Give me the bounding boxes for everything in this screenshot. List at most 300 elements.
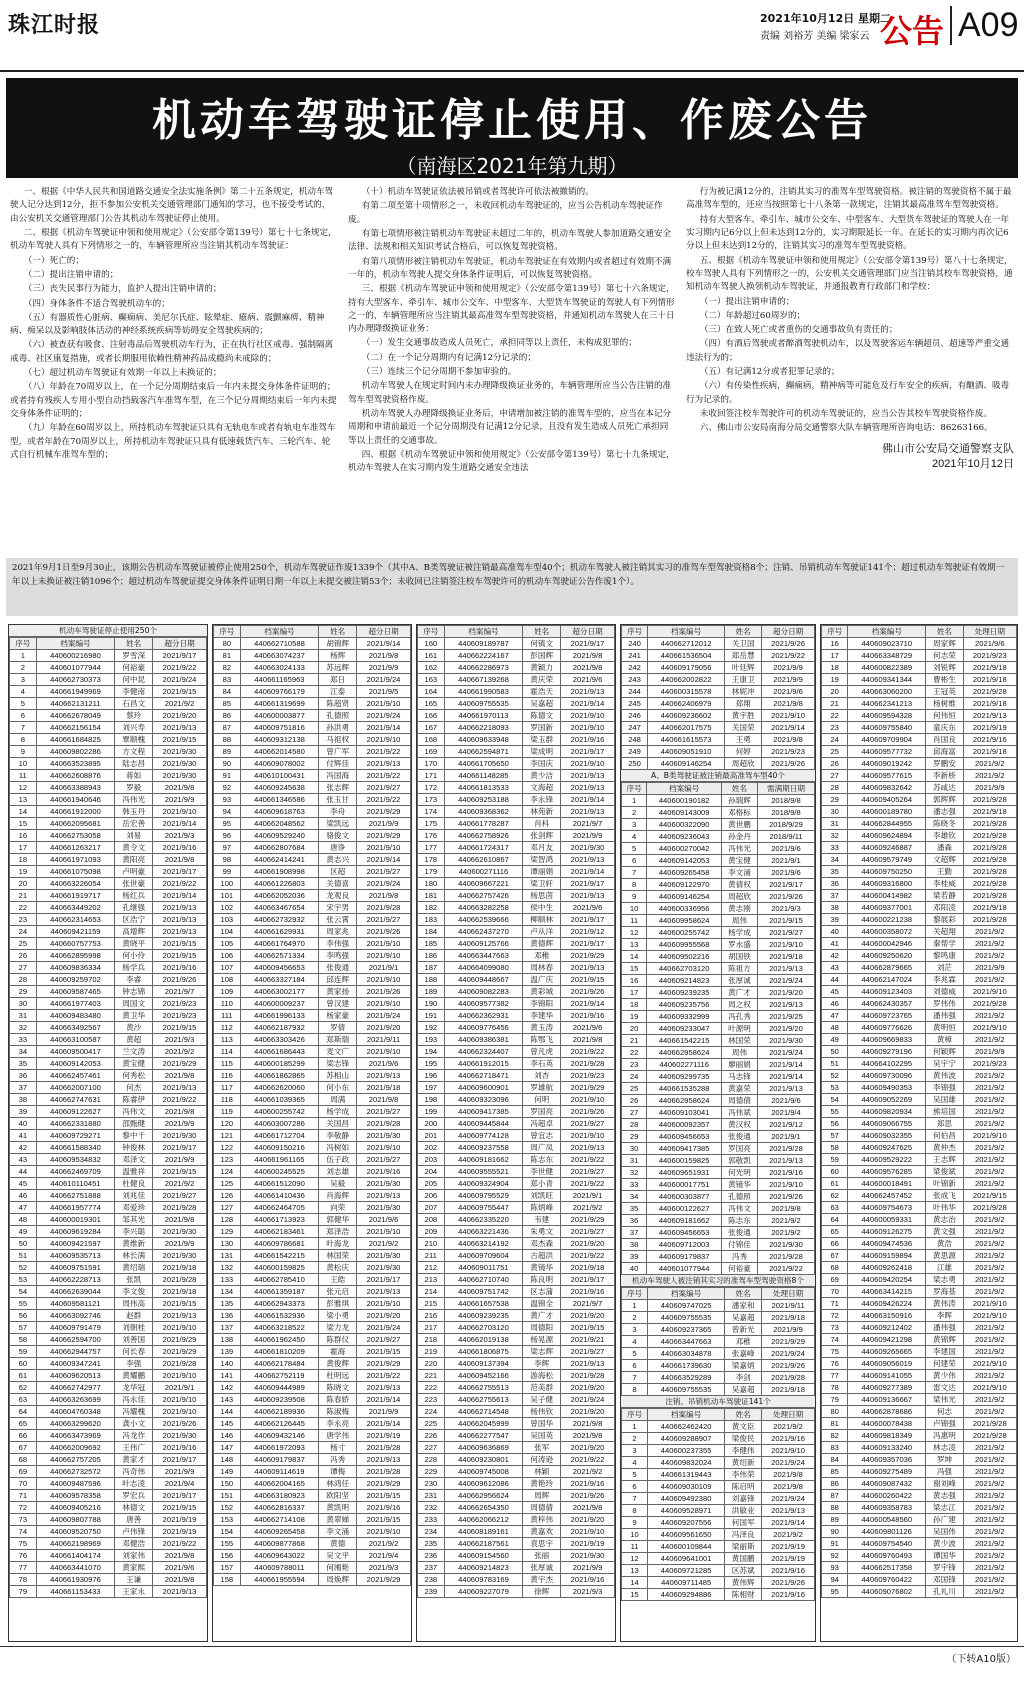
table-cell: 2021/9/6	[762, 686, 815, 698]
table-cell: 2021/9/10	[561, 710, 615, 722]
table-cell: 2021/9/10	[357, 842, 411, 854]
table-cell: 2021/9/20	[757, 987, 814, 999]
table-row	[622, 951, 815, 963]
table-cell: 440609421597	[36, 1238, 115, 1250]
table-row	[214, 1010, 411, 1022]
table-cell: 梁成明	[523, 746, 561, 758]
table-cell: 2021/9/12	[561, 926, 615, 938]
table-cell: 440609236602	[648, 710, 725, 722]
table-cell: 苏相山	[319, 1070, 357, 1082]
table-cell: 2021/9/13	[561, 962, 615, 974]
table-cell: 30	[822, 806, 848, 818]
table-cell: 关卫国	[725, 638, 762, 650]
notice-paragraph: 四、根据《机动车驾驶证申领和使用规定》（公安部令第139号）第七十九条规定，机动车驾驶人在实习期内发生道路交通安全违法	[348, 449, 675, 474]
table-cell: 440609078002	[240, 758, 319, 770]
table-cell: 何光明	[722, 1167, 758, 1179]
table-cell: 80	[214, 638, 241, 650]
table-cell: 440609023710	[848, 638, 926, 650]
table-cell: 108	[214, 974, 241, 986]
table-cell: 2021/9/29	[357, 1478, 411, 1490]
table-cell: 何裕豪	[115, 662, 153, 674]
table-cell: 2021/9/29	[153, 1334, 207, 1346]
table-cell: 袁思宇	[523, 1538, 561, 1550]
table-cell: 2021/9/15	[153, 1166, 207, 1178]
table-cell: 2021/9/6	[963, 638, 1016, 650]
table-cell: 2021/9/13	[153, 1082, 207, 1094]
table-cell: 张厚诚	[722, 975, 758, 987]
table-cell: 196	[418, 1070, 445, 1082]
table-cell: 86	[822, 1478, 848, 1490]
signature	[686, 442, 1014, 473]
table-cell: 53	[10, 1274, 37, 1286]
table-row	[10, 866, 207, 878]
table-cell: 17	[622, 987, 647, 999]
table-cell: 440662437270	[444, 926, 523, 938]
table-row	[418, 890, 615, 902]
table-cell: 440661957774	[36, 1202, 115, 1214]
table-cell: 440609277389	[848, 1382, 926, 1394]
table-row	[418, 698, 615, 710]
table-row	[10, 734, 207, 746]
table-cell: 440609747025	[648, 1300, 725, 1312]
table-cell: 2021/9/28	[963, 878, 1016, 890]
table-cell: 邓健浩	[115, 1538, 153, 1550]
table-cell: 黄锦辉	[926, 1334, 963, 1346]
table-cell: 440661657538	[444, 1298, 523, 1310]
table-row	[10, 1250, 207, 1262]
table-cell: 440661962450	[240, 1334, 319, 1346]
table-cell: 29	[822, 794, 848, 806]
table-cell: 2021/9/6	[561, 902, 615, 914]
table-row	[622, 746, 815, 758]
table-cell: 101	[214, 890, 241, 902]
table-cell: 2021/9/16	[561, 734, 615, 746]
table-row	[10, 998, 207, 1010]
table-cell: 195	[418, 1058, 445, 1070]
table-row	[418, 1082, 615, 1094]
table-cell: 131	[214, 1250, 241, 1262]
table-row	[214, 1250, 411, 1262]
table-cell: 440661410436	[240, 1190, 319, 1202]
table-cell: 2021/9/18	[963, 902, 1016, 914]
table-cell: 潘森	[926, 842, 963, 854]
table-cell: 440662594871	[444, 746, 523, 758]
table-row	[822, 1010, 1017, 1022]
table-cell: 2021/9/30	[357, 1202, 411, 1214]
table-cell: 58	[822, 1142, 848, 1154]
table-cell: 温锦全	[523, 1298, 561, 1310]
table-cell: 2021/9/13	[357, 1454, 411, 1466]
table-cell: 440600122627	[647, 1203, 722, 1215]
table-cell: 209	[418, 1226, 445, 1238]
table-cell: 138	[214, 1334, 241, 1346]
table-cell: 2021/9/13	[153, 722, 207, 734]
table-cell: 29	[10, 986, 37, 998]
notice-paragraph: （九）年龄在60周岁以上，所持机动车驾驶证只具有无轨电车或者有轨电车准驾车型，或者年龄在70周岁以上，所持机动车驾驶证只具有低速载货汽车、三轮汽车、轮式自行机械车准驾车型的；	[10, 423, 336, 460]
table-cell: 2021/9/17	[357, 1274, 411, 1286]
table-cell: 221	[418, 1370, 445, 1382]
table-cell: 440662879665	[848, 962, 926, 974]
table-row	[622, 1107, 815, 1119]
table-row	[622, 1179, 815, 1191]
table-cell: 440667139268	[444, 674, 523, 686]
table-cell: 2021/9/2	[963, 1142, 1016, 1154]
table-cell: 何婷	[725, 746, 762, 758]
table-cell: 2021/9/13	[357, 758, 411, 770]
table-cell: 440609181662	[647, 1215, 722, 1227]
table-cell: 19	[10, 866, 37, 878]
table-row	[622, 1047, 815, 1059]
table-row	[822, 950, 1017, 962]
table-cell: 440661712704	[240, 1130, 319, 1142]
table-cell: 51	[10, 1250, 37, 1262]
table-cell: 2021/9/28	[762, 1372, 815, 1384]
table-cell: 9	[622, 891, 647, 903]
table-cell: 440609432146	[240, 1430, 319, 1442]
table-cell: 黄超	[115, 1034, 153, 1046]
table-row	[214, 1082, 411, 1094]
table-cell: 黄玉涛	[523, 1022, 561, 1034]
table-cell: 440662714108	[240, 1514, 319, 1526]
table-cell: 440662710588	[240, 638, 319, 650]
table-cell: 88	[214, 734, 241, 746]
table-cell: 440609577732	[848, 746, 926, 758]
table-cell: 2018/9/11	[757, 831, 814, 843]
data-table	[9, 637, 207, 1598]
table-cell: 440661912015	[444, 1058, 523, 1070]
table-cell: 440663449202	[36, 902, 115, 914]
table-cell: 440609239235	[647, 987, 722, 999]
table-cell: 440609636869	[444, 1442, 523, 1454]
table-row	[622, 1505, 815, 1517]
table-cell: 2021/9/29	[153, 1058, 207, 1070]
table-row	[10, 1058, 207, 1070]
table-cell: 李兆霖	[926, 974, 963, 986]
table-cell: 440600003877	[240, 710, 319, 722]
table-cell: 93	[214, 794, 241, 806]
table-cell: 冯伟文	[115, 1106, 153, 1118]
table-cell: 440663473969	[36, 1430, 115, 1442]
table-cell: 邓国锋	[926, 1574, 963, 1586]
table-cell: 3	[622, 819, 647, 831]
table-row	[214, 782, 411, 794]
table-cell: 20	[622, 1023, 647, 1035]
table-cell: 440663221436	[444, 1226, 523, 1238]
table-cell: 2021/9/7	[561, 818, 615, 830]
table-cell: 222	[418, 1382, 445, 1394]
table-row	[622, 1481, 815, 1493]
table-cell: 122	[214, 1142, 241, 1154]
table-row	[622, 1191, 815, 1203]
table-cell: 6	[622, 1360, 648, 1372]
table-cell: 何伟恒	[926, 710, 963, 722]
table-cell: 彭国辉	[523, 650, 561, 662]
table-cell: 2021/9/26	[561, 1106, 615, 1118]
table-cell: 2021/9/20	[561, 1406, 615, 1418]
table-cell: 温广庆	[523, 974, 561, 986]
data-table	[821, 625, 1017, 1598]
table-cell: 2021/9/24	[357, 674, 411, 686]
table-row	[822, 1154, 1017, 1166]
table-cell: 440609019242	[848, 758, 926, 770]
table-row	[822, 650, 1017, 662]
table-cell: 440609820934	[848, 1106, 926, 1118]
table-cell: 2021/9/30	[561, 1550, 615, 1562]
table-cell: 440600303877	[647, 1191, 722, 1203]
table-cell: 139	[214, 1346, 241, 1358]
table-cell: 罗国新	[523, 722, 561, 734]
table-row	[214, 806, 411, 818]
table-row	[214, 1466, 411, 1478]
table-cell: 440661512090	[240, 1178, 319, 1190]
table-row	[214, 1202, 411, 1214]
table-cell: 2021/9/20	[357, 1310, 411, 1322]
table-row	[822, 1538, 1017, 1550]
table-cell: 兰文涛	[115, 1046, 153, 1058]
table-cell: 肖海辉	[319, 1190, 357, 1202]
table-row	[622, 698, 815, 710]
table-cell: 2021/9/24	[561, 1394, 615, 1406]
notice-paragraph: 持有大型客车、牵引车、城市公交车、中型客车、大型货车驾驶证的驾驶人在一年实习期内记6分以上但未达到12分的，实习期限延长一年。在延长的实习期内再次记6分以上但未达到12分的，注销其实习的准驾车型驾驶资格。	[686, 214, 1010, 252]
table-row	[822, 974, 1017, 986]
table-cell: 440609341344	[848, 674, 926, 686]
signature-org: 佛山市公安局交通警察支队	[882, 442, 1014, 455]
table-cell: 2021/9/2	[357, 1538, 411, 1550]
table-row	[214, 1130, 411, 1142]
table-cell: 2021/9/28	[963, 818, 1016, 830]
table-cell: 张玉甘	[319, 794, 357, 806]
table-cell: 2021/9/29	[561, 1214, 615, 1226]
table-cell: 440600237355	[648, 1445, 725, 1457]
table-cell: 何杰	[115, 1082, 153, 1094]
table-cell: 166	[418, 710, 445, 722]
table-cell: 242	[622, 662, 648, 674]
table-cell: 2021/9/27	[561, 1166, 615, 1178]
table-cell: 黄少波	[926, 1538, 963, 1550]
table-cell: 杨红兵	[115, 890, 153, 902]
table-cell: 杨学成	[722, 927, 758, 939]
table-row	[214, 1022, 411, 1034]
table-row	[418, 1370, 615, 1382]
table-cell: 罗毅	[115, 782, 153, 794]
table-row	[10, 926, 207, 938]
table-cell: 440661263217	[36, 842, 115, 854]
table-cell: 黄颖力	[523, 662, 561, 674]
table-row	[214, 1454, 411, 1466]
table-cell: 440662009692	[36, 1442, 115, 1454]
table-cell: 2021/9/5	[357, 686, 411, 698]
table-cell: 2021/9/2	[963, 1010, 1016, 1022]
table-cell: 440609288907	[648, 1433, 725, 1445]
table-cell: 2021/9/2	[963, 1034, 1016, 1046]
table-cell: 2021/9/10	[561, 758, 615, 770]
table-cell: 邓格标	[722, 807, 758, 819]
table-cell: 50	[822, 1046, 848, 1058]
table-cell: 刘兴寿	[115, 722, 153, 734]
table-cell: 2021/9/16	[561, 1574, 615, 1586]
table-cell: 2021/9/14	[757, 1059, 814, 1071]
table-cell: 李国庆	[523, 758, 561, 770]
table-row	[622, 1577, 815, 1589]
table-row	[214, 818, 411, 830]
table-cell: 137	[214, 1322, 241, 1334]
table-cell: 103	[214, 914, 241, 926]
table-cell: 440609250620	[848, 950, 926, 962]
column-header: 姓名	[725, 1288, 762, 1300]
table-cell: 440609405264	[848, 794, 926, 806]
table-cell: 林妮冲	[725, 686, 762, 698]
table-cell: 440662430357	[848, 998, 926, 1010]
table-cell: 440609299735	[647, 1071, 722, 1083]
table-row	[822, 1418, 1017, 1430]
table-row	[622, 1493, 815, 1505]
table-cell: 2021/9/29	[357, 1358, 411, 1370]
table-cell: 黄德辉	[523, 938, 561, 950]
table-cell: 欧阳坚	[319, 1490, 357, 1502]
table-cell: 2021/9/2	[153, 1178, 207, 1190]
table-cell: 248	[622, 734, 648, 746]
table-cell: 440609651931	[647, 1167, 722, 1179]
table-row	[214, 878, 411, 890]
table-cell: 57	[10, 1322, 37, 1334]
table-cell: 440661542215	[647, 1035, 722, 1047]
table-row	[214, 758, 411, 770]
table-cell: 2021/9/22	[153, 1094, 207, 1106]
table-cell: 245	[622, 698, 648, 710]
table-cell: 2021/9/28	[153, 1202, 207, 1214]
column-header: 档案编号	[648, 1409, 725, 1421]
table-cell: 25	[822, 746, 848, 758]
table-cell: 230	[418, 1478, 445, 1490]
table-cell: 440609262418	[848, 1262, 926, 1274]
table-cell: 李桂威	[926, 878, 963, 890]
table-cell: 440609265458	[647, 867, 722, 879]
table-cell: 2021/9/28	[561, 1370, 615, 1382]
table-row	[214, 986, 411, 998]
table-cell: 115	[214, 1058, 241, 1070]
table-cell: 古超洪	[523, 1250, 561, 1262]
table-cell: 440609474536	[848, 1238, 926, 1250]
table-cell: 黄沙	[115, 1022, 153, 1034]
table-cell: 440661148285	[444, 770, 523, 782]
table-row	[418, 1094, 615, 1106]
table-cell: 65	[822, 1226, 848, 1238]
table-cell: 2021/9/17	[153, 1490, 207, 1502]
table-cell: 440662406979	[648, 698, 725, 710]
table-row	[418, 1130, 615, 1142]
table-cell: 440661713923	[240, 1214, 319, 1226]
table-cell: 23	[622, 1059, 647, 1071]
table-row	[822, 1082, 1017, 1094]
table-cell: 440609581121	[36, 1298, 115, 1310]
table-row	[418, 986, 615, 998]
table-row	[10, 1406, 207, 1418]
table-cell: 李永亮	[319, 1418, 357, 1430]
table-cell: 46	[822, 998, 848, 1010]
table-cell: 66	[10, 1430, 37, 1442]
table-cell: 440663299620	[36, 1418, 115, 1430]
table-cell: 440661319699	[240, 698, 319, 710]
table-cell: 121	[214, 1130, 241, 1142]
table-cell: 冯伟光	[115, 794, 153, 806]
table-cell: 440661955594	[240, 1574, 319, 1586]
table-row	[10, 1442, 207, 1454]
table-row	[622, 1203, 815, 1215]
table-cell: 21	[622, 1035, 647, 1047]
table-cell: 黄镜华	[722, 1179, 758, 1191]
table-cell: 440663034878	[648, 1348, 725, 1360]
table-cell: 440609500417	[36, 1046, 115, 1058]
table-cell: 李永锋	[523, 794, 561, 806]
table-cell: 440609237365	[648, 1324, 725, 1336]
table-cell: 2021/9/22	[153, 878, 207, 890]
table-cell: 2021/9/13	[561, 770, 615, 782]
table-cell: 76	[10, 1550, 37, 1562]
table-row	[214, 1550, 411, 1562]
table-cell: 2021/9/28	[757, 1251, 814, 1263]
table-cell: 黄德	[319, 1538, 357, 1550]
table-cell: 177	[418, 842, 445, 854]
table-cell: 40	[622, 1263, 647, 1275]
table-cell: 440662844955	[848, 818, 926, 830]
table-cell: 440662956624	[444, 1490, 523, 1502]
table-cell: 2021/9/8	[762, 1481, 815, 1493]
table-row	[418, 1034, 615, 1046]
table-row	[822, 1310, 1017, 1322]
table-row	[822, 1034, 1017, 1046]
table-cell: 440663388943	[36, 782, 115, 794]
table-cell: 邓月友	[523, 842, 561, 854]
table-cell: 2021/9/26	[762, 1577, 815, 1589]
table-cell: 蒋如	[115, 770, 153, 782]
table-cell: 440609955568	[647, 939, 722, 951]
table-cell: 440609791479	[36, 1322, 115, 1334]
table-cell: 440600185299	[240, 1058, 319, 1070]
table-cell: 2021/9/2	[963, 1526, 1016, 1538]
table-row	[822, 1058, 1017, 1070]
table-header-row	[418, 626, 615, 638]
table-cell: 2021/9/19	[153, 1514, 207, 1526]
table-cell: 李晖	[926, 1310, 963, 1322]
table-cell: 黄晓平	[115, 938, 153, 950]
table-cell: 2021/9/10	[963, 1310, 1016, 1322]
masthead	[0, 0, 1024, 72]
table-cell: 2021/9/17	[561, 638, 615, 650]
table-cell: 213	[418, 1274, 445, 1286]
table-cell: 46	[10, 1190, 37, 1202]
table-row	[10, 1514, 207, 1526]
table-cell: 周家兆	[319, 926, 357, 938]
table-cell: 罗鹏安	[926, 758, 963, 770]
table-row	[622, 855, 815, 867]
table-cell: 12	[622, 927, 647, 939]
table-row	[418, 974, 615, 986]
table-row	[10, 1010, 207, 1022]
table-cell: 440610110451	[36, 1178, 115, 1190]
table-cell: 440600018491	[848, 1178, 926, 1190]
table-cell: 2021/9/10	[963, 1130, 1016, 1142]
table-cell: 2021/9/10	[561, 1094, 615, 1106]
table-row	[214, 638, 411, 650]
table-cell: 11	[622, 1541, 648, 1553]
table-row	[418, 1190, 615, 1202]
table-row	[10, 662, 207, 674]
table-cell: 陈祖方	[722, 963, 758, 975]
column-header: 姓名	[926, 626, 963, 638]
table-cell: 440609555521	[444, 1166, 523, 1178]
table-column-1	[8, 624, 208, 1642]
table-cell: 梁若静	[926, 890, 963, 902]
